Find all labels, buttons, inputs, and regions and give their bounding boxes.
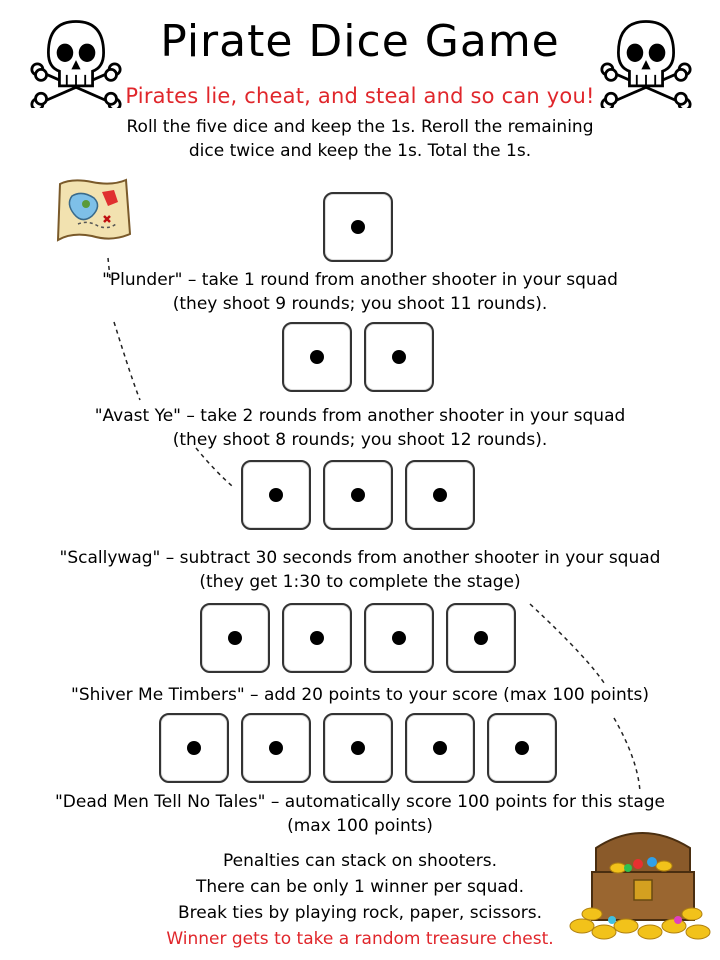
die-face-one [159, 713, 229, 783]
die-face-one [323, 192, 393, 262]
die-pip [310, 631, 324, 645]
die-face-one [405, 460, 475, 530]
die-face-one [487, 713, 557, 783]
die-face-one [241, 460, 311, 530]
die-pip [228, 631, 242, 645]
die-face-one [282, 322, 352, 392]
die-face-one [364, 322, 434, 392]
die-pip [351, 741, 365, 755]
treasure-map-icon [52, 176, 134, 246]
die-face-one [405, 713, 475, 783]
die-pip [392, 631, 406, 645]
rule-line: (they shoot 9 rounds; you shoot 11 rounds). [172, 294, 548, 314]
die-face-one [446, 603, 516, 673]
die-pip [433, 488, 447, 502]
die-face-one [200, 603, 270, 673]
rule-scallywag [0, 546, 720, 594]
die-face-one [323, 460, 393, 530]
page-title: Pirate Dice Game [160, 16, 560, 67]
die-face-one [282, 603, 352, 673]
rule-line: (they shoot 8 rounds; you shoot 12 rounds). [172, 430, 548, 450]
die-pip [392, 350, 406, 364]
die-face-one [241, 713, 311, 783]
die-pip [269, 741, 283, 755]
rule-shiver-me-timbers [0, 683, 720, 707]
intro-text [80, 115, 640, 163]
footer-line: Break ties by playing rock, paper, scissors. [177, 903, 542, 923]
footer-line: Penalties can stack on shooters. [223, 851, 497, 871]
die-face-one [323, 713, 393, 783]
rule-dead-men-tell-no-tales [0, 790, 720, 838]
die-face-one [364, 603, 434, 673]
rule-line: "Plunder" – take 1 round from another shooter in your squad [102, 270, 618, 290]
rule-line: (they get 1:30 to complete the stage) [199, 572, 521, 592]
die-pip [269, 488, 283, 502]
die-pip [187, 741, 201, 755]
die-pip [474, 631, 488, 645]
rule-line: "Shiver Me Timbers" – add 20 points to your score (max 100 points) [71, 685, 649, 705]
die-pip [351, 488, 365, 502]
die-pip [433, 741, 447, 755]
rule-line: (max 100 points) [287, 816, 433, 836]
intro-line: Roll the five dice and keep the 1s. Reroll the remaining [126, 117, 594, 137]
rule-line: "Avast Ye" – take 2 rounds from another shooter in your squad [94, 406, 626, 426]
intro-line: dice twice and keep the 1s. Total the 1s. [188, 141, 532, 161]
subtitle: Pirates lie, cheat, and steal and so can you! [125, 84, 595, 108]
rule-avast-ye [0, 404, 720, 452]
rule-plunder [0, 268, 720, 316]
die-pip [351, 220, 365, 234]
rule-line: "Scallywag" – subtract 30 seconds from another shooter in your squad [59, 548, 661, 568]
die-pip [310, 350, 324, 364]
die-pip [515, 741, 529, 755]
footer-line-prize: Winner gets to take a random treasure chest. [166, 929, 554, 949]
rule-line: "Dead Men Tell No Tales" – automatically score 100 points for this stage [54, 792, 665, 812]
footer-line: There can be only 1 winner per squad. [196, 877, 524, 897]
